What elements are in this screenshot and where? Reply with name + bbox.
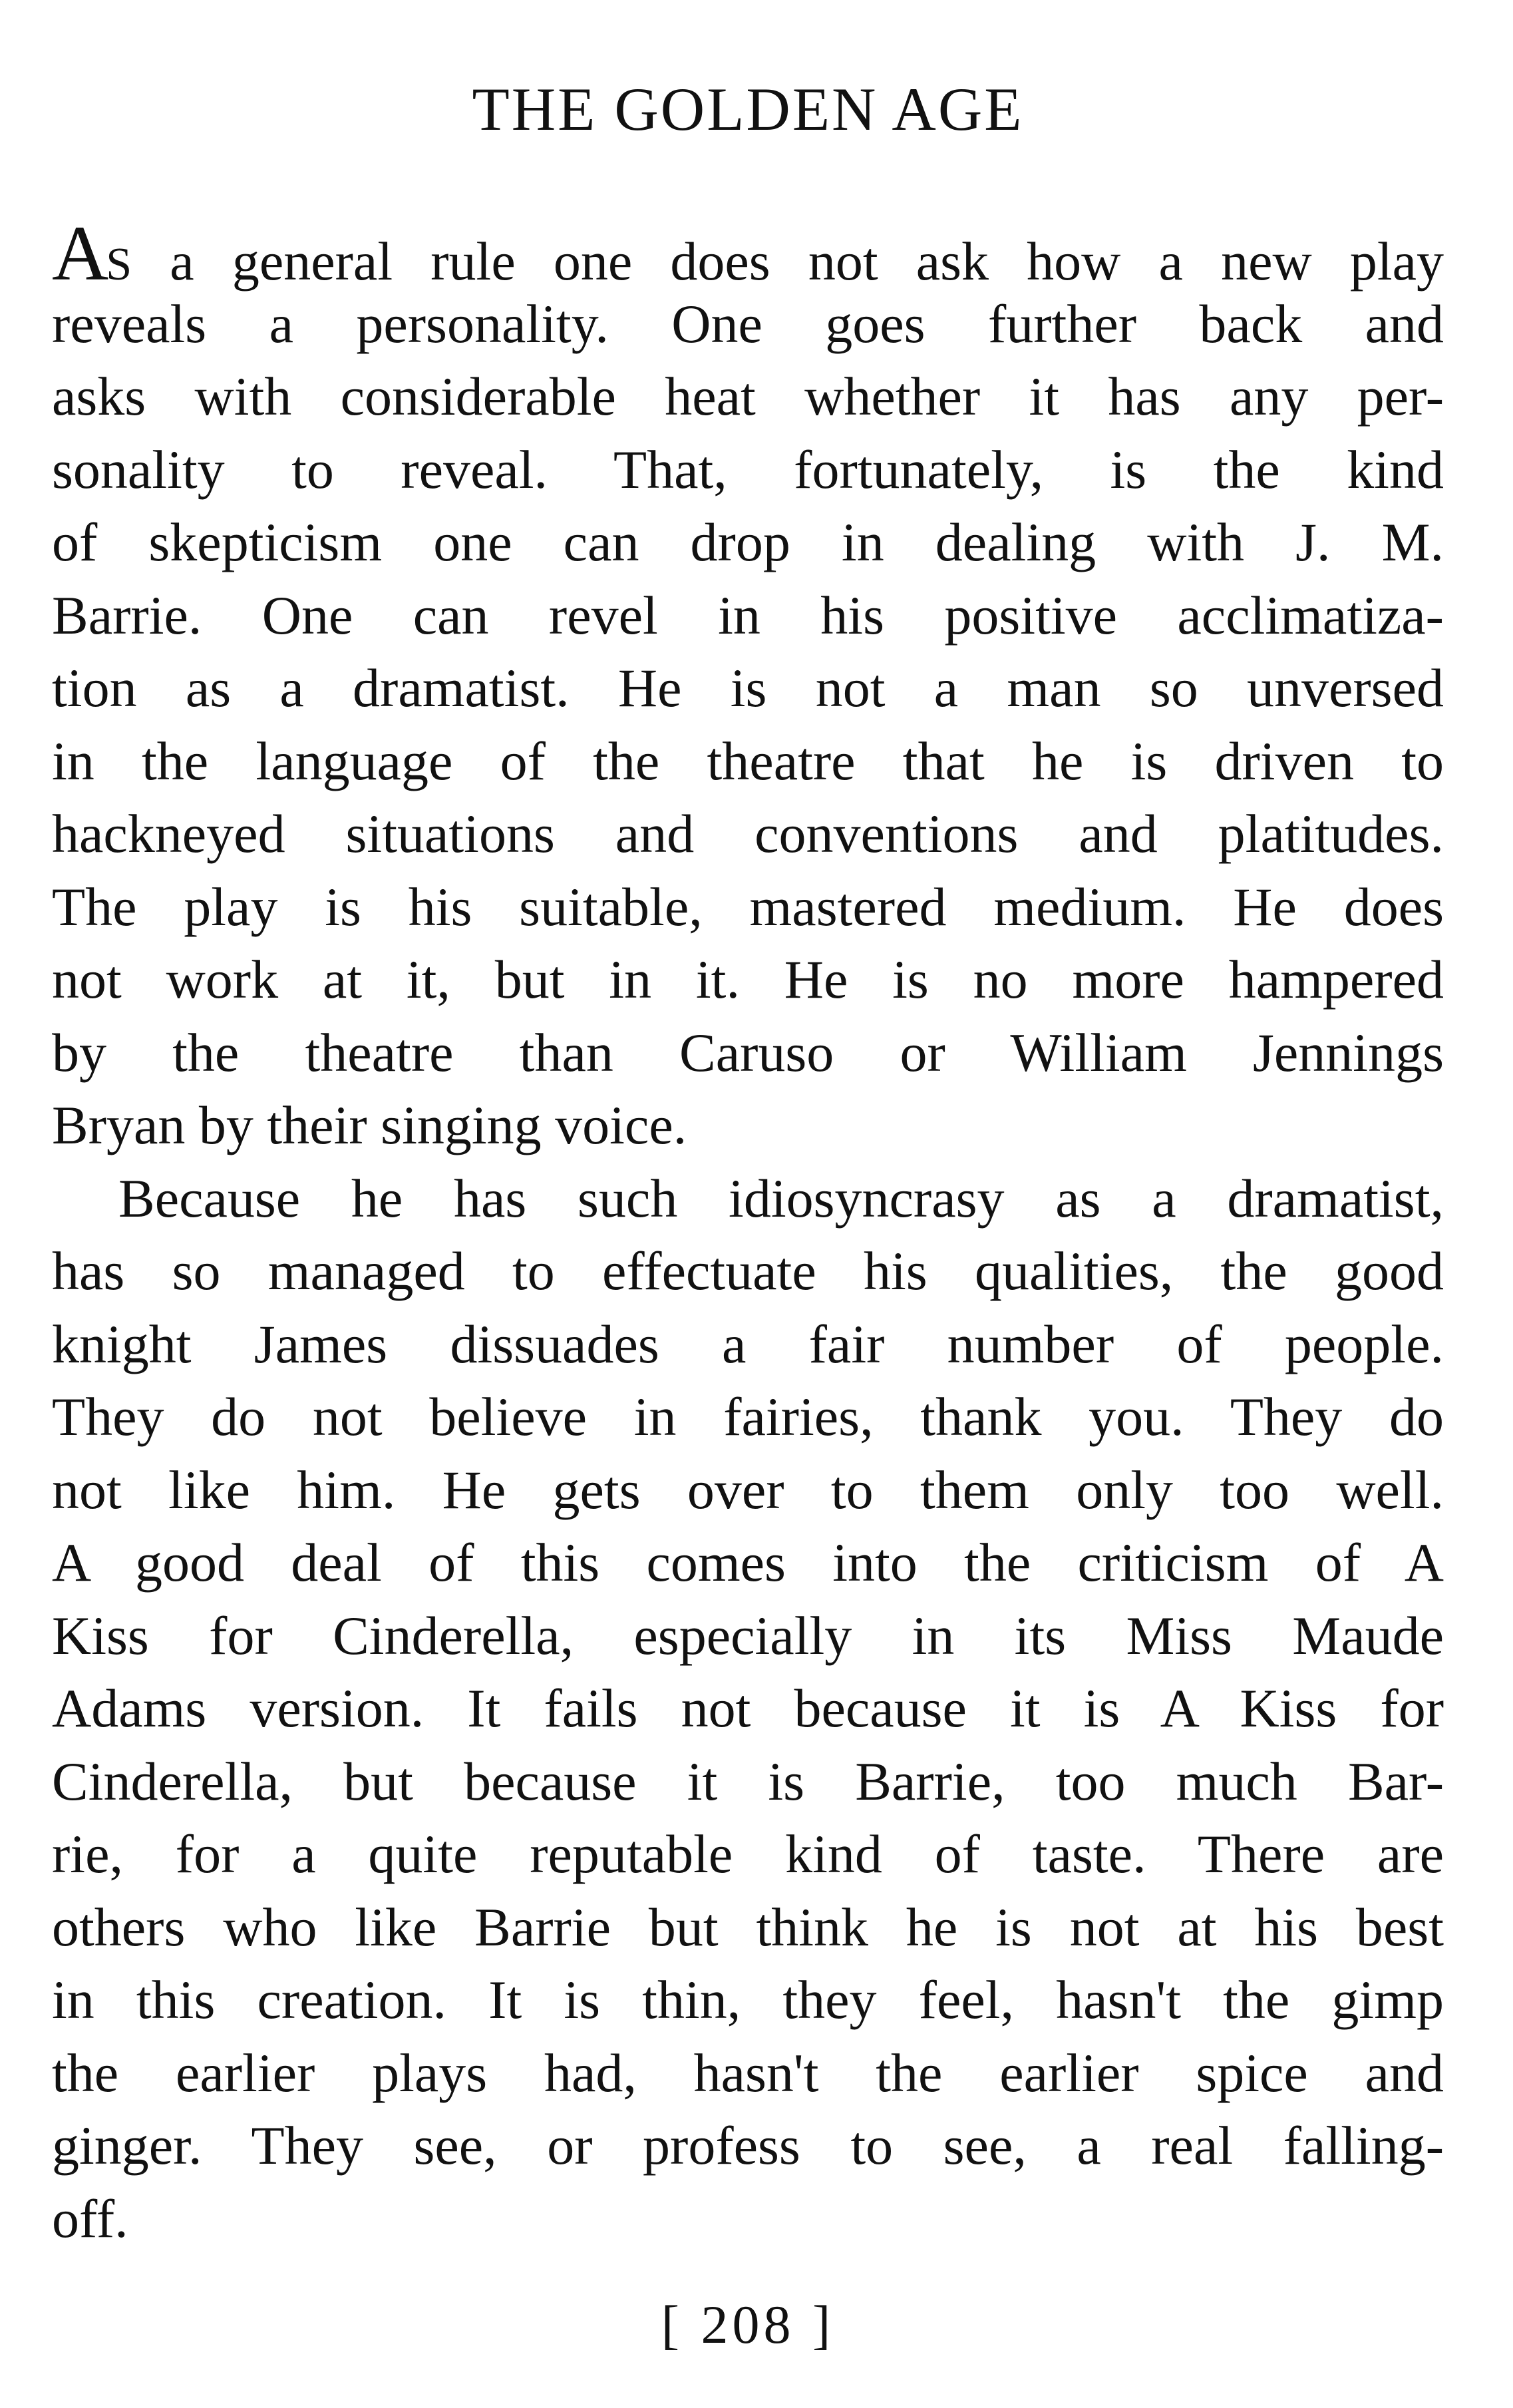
text-line: has so managed to effectuate his qualities, the good — [52, 1241, 1444, 1301]
text-line: Kiss for Cinderella, especially in its Miss Maude — [52, 1605, 1444, 1666]
drop-cap: A — [52, 210, 106, 297]
page-number: [ 208 ] — [661, 2294, 835, 2355]
text-line: They do not believe in fairies, thank you. They do — [52, 1386, 1444, 1447]
text-line: not like him. He gets over to them only too well. — [52, 1459, 1444, 1520]
text-line: asks with considerable heat whether it has any per- — [52, 366, 1444, 427]
text-line: by the theatre than Caruso or William Jennings — [52, 1022, 1444, 1083]
text-line: The play is his suitable, mastered medium. He does — [52, 876, 1444, 937]
text-line: others who like Barrie but think he is not at his best — [52, 1896, 1444, 1957]
paragraph-2 — [52, 1162, 1444, 2256]
text-line: rie, for a quite reputable kind of taste. There are — [52, 1824, 1444, 1884]
running-head: THE GOLDEN AGE — [472, 75, 1024, 143]
text-line: not work at it, but in it. He is no more hampered — [52, 949, 1444, 1010]
text-line: reveals a personality. One goes further back and — [52, 293, 1444, 354]
text-line — [52, 210, 1444, 297]
paragraph-1 — [52, 210, 1444, 1162]
text-line: hackneyed situations and conventions and platitudes. — [52, 803, 1444, 864]
text-line: Barrie. One can revel in his positive acclimatiza- — [52, 584, 1444, 646]
text-line: Adams version. It fails not because it is A Kiss for — [52, 1678, 1444, 1738]
text-line: in the language of the theatre that he is driven to — [52, 730, 1444, 791]
text-line: knight James dissuades a fair number of people. — [52, 1313, 1444, 1374]
text-line: of skepticism one can drop in dealing with J. M. — [52, 512, 1444, 572]
book-page — [52, 0, 1444, 2408]
text-line: tion as a dramatist. He is not a man so unversed — [52, 658, 1444, 718]
text-line: Cinderella, but because it is Barrie, too much Bar- — [52, 1750, 1444, 1812]
text-line: off. — [52, 2188, 128, 2249]
text-line: the earlier plays had, hasn't the earlier spice and — [52, 2042, 1444, 2103]
text-line: sonality to reveal. That, fortunately, is the kind — [52, 439, 1444, 500]
text-line: A good deal of this comes into the criticism of A — [52, 1532, 1444, 1593]
text-line: Bryan by their singing voice. — [52, 1095, 687, 1155]
line-text: a general rule one does not ask how a new play — [132, 231, 1444, 292]
text-line: Because he has such idiosyncrasy as a dramatist, — [118, 1167, 1444, 1229]
text-line: in this creation. It is thin, they feel, hasn't the gimp — [52, 1969, 1444, 2030]
body-text — [52, 210, 1444, 2255]
text-line: ginger. They see, or profess to see, a real falling- — [52, 2115, 1444, 2176]
small-caps: S — [106, 239, 132, 290]
